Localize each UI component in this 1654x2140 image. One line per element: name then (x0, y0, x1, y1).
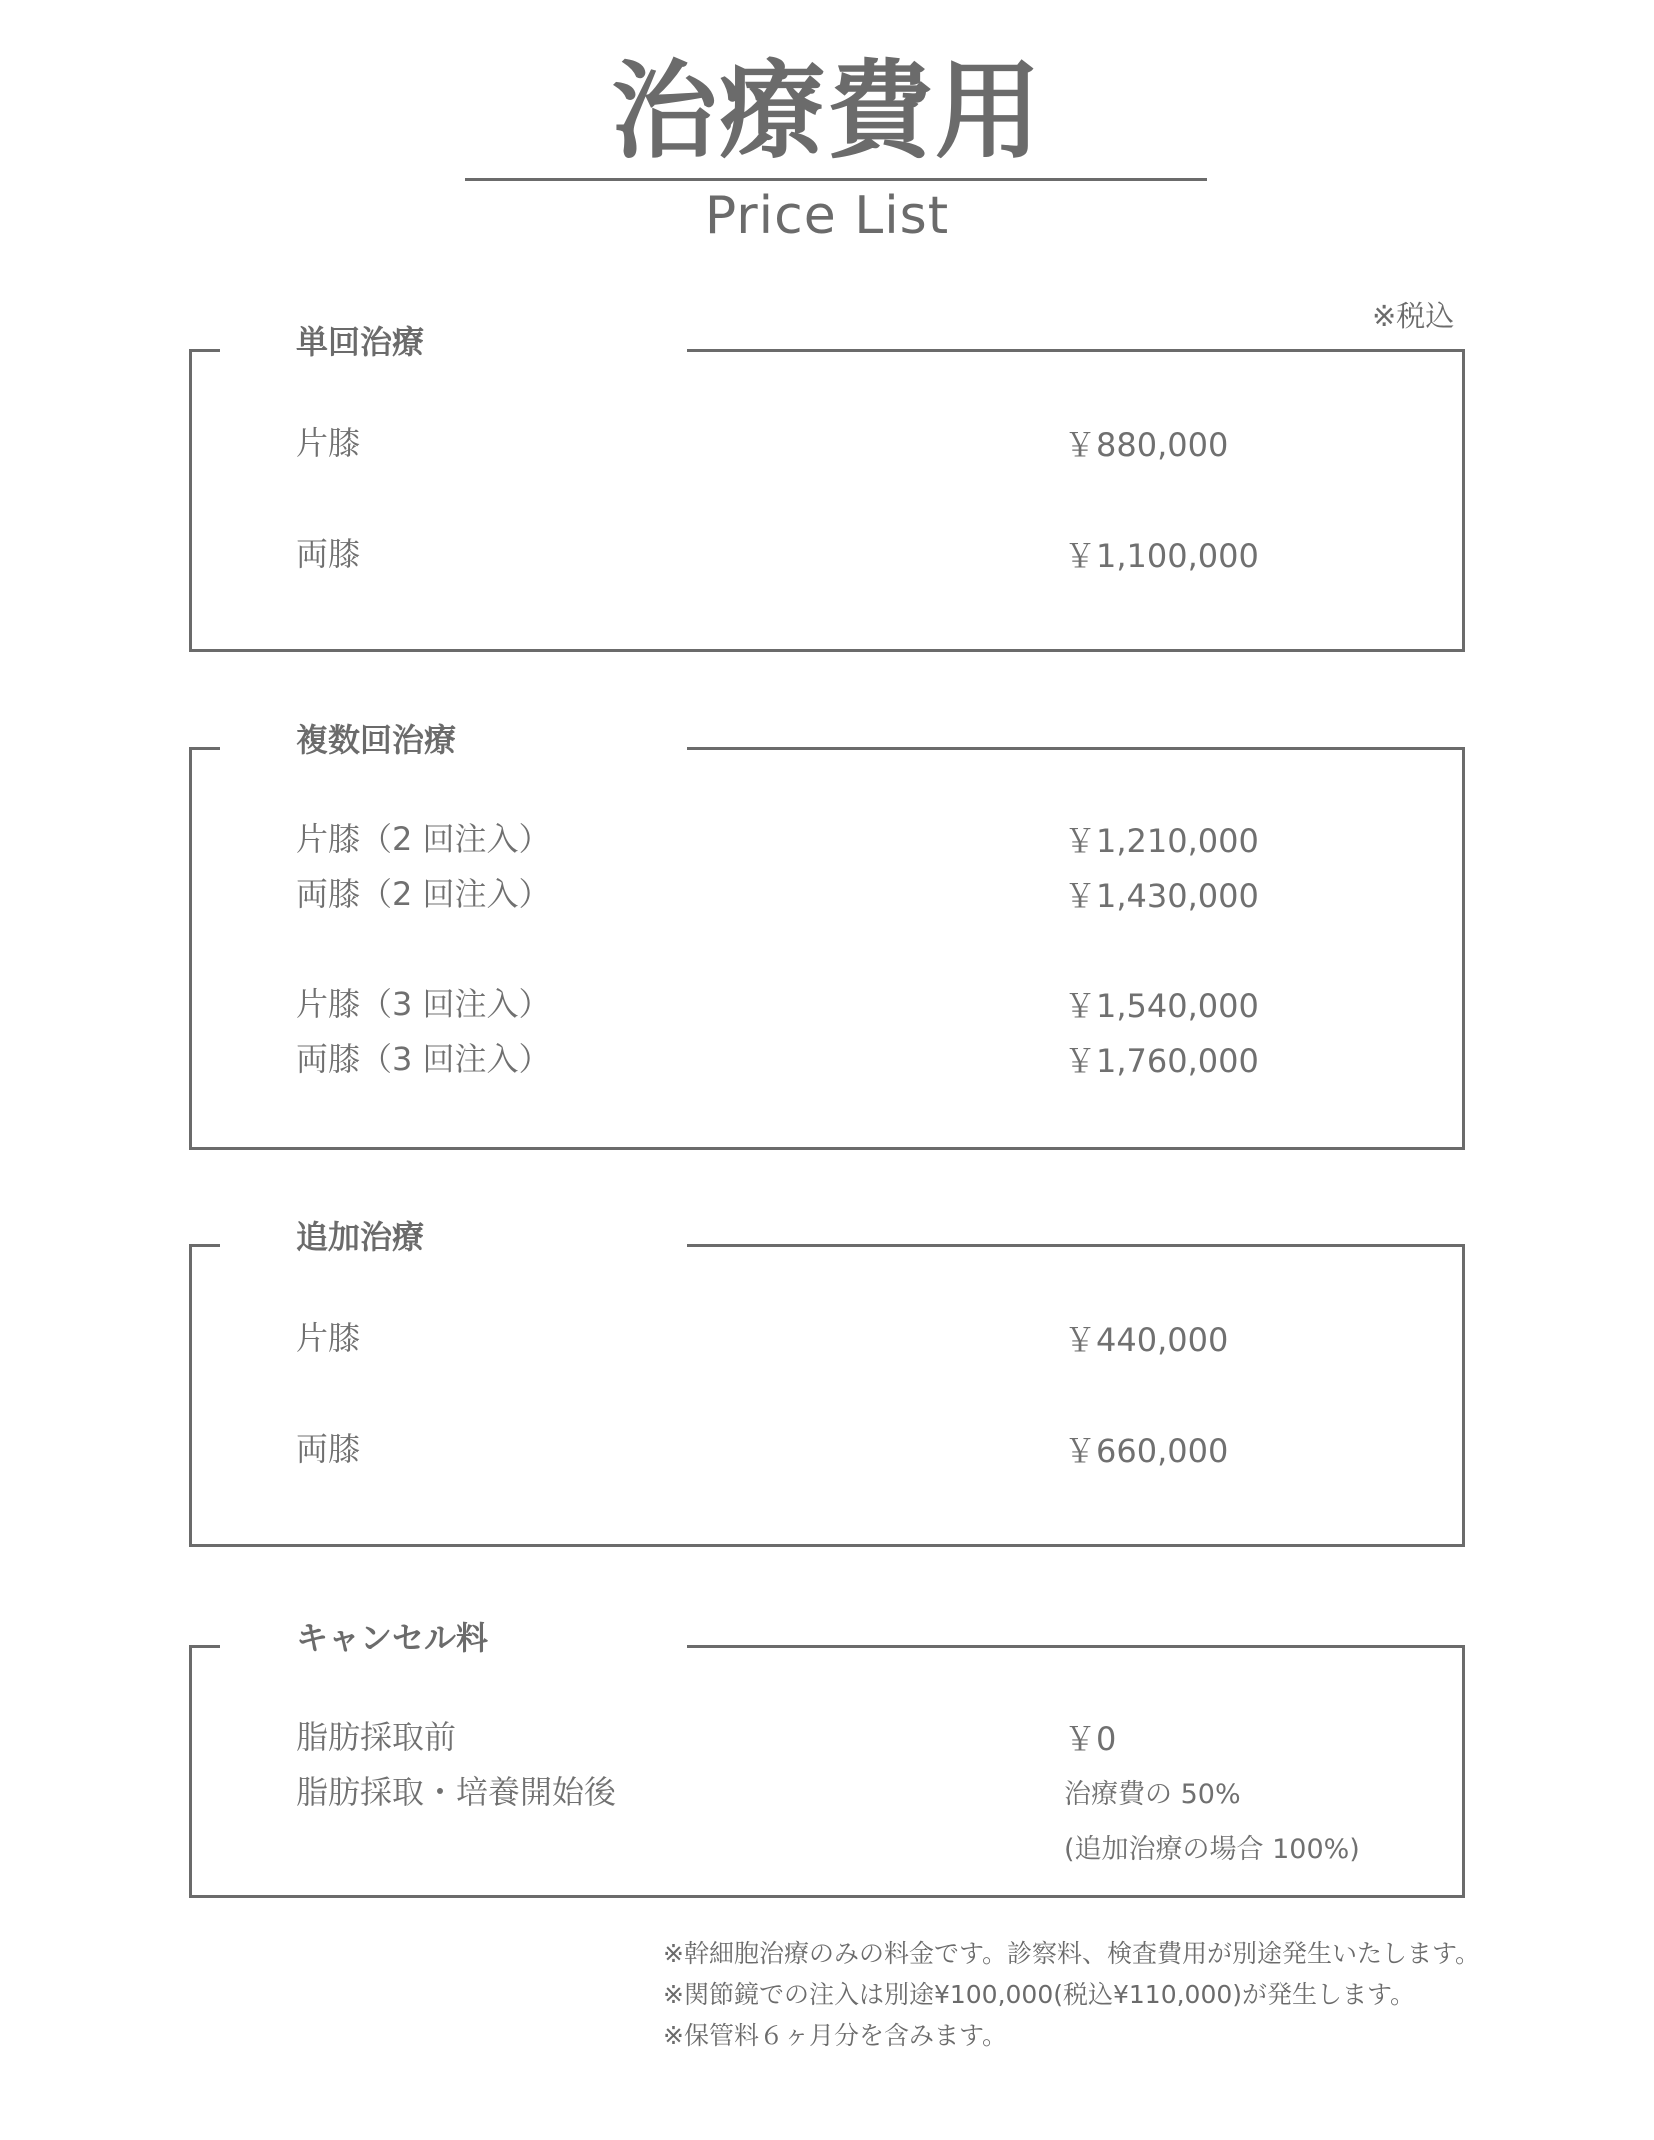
section-heading: キャンセル料 (296, 1619, 489, 1657)
section-multiple-treatment (189, 721, 1465, 1150)
price-row-value: ￥440,000 (1064, 1321, 1229, 1359)
price-row-value: 治療費の 50% (1064, 1779, 1241, 1810)
price-row-value: ￥1,540,000 (1064, 987, 1259, 1025)
section-additional-treatment (189, 1218, 1465, 1547)
frame-top-left (189, 1645, 220, 1648)
price-row-value: ￥660,000 (1064, 1432, 1229, 1470)
price-row-label: 片膝 (296, 1319, 361, 1357)
price-row-value: ￥1,430,000 (1064, 877, 1259, 915)
frame-top-right (687, 1645, 1465, 1648)
page-title: 治療費用 (611, 48, 1043, 173)
price-row-label: 両膝（3 回注入） (296, 1040, 551, 1078)
footnote: ※保管料６ヶ月分を含みます。 (663, 2021, 1007, 2050)
frame-top-left (189, 349, 220, 352)
section-single-treatment (189, 323, 1465, 652)
title-underline (465, 178, 1207, 181)
frame-top-left (189, 747, 220, 750)
price-row-label: 片膝（2 回注入） (296, 820, 551, 858)
frame-top-left (189, 1244, 220, 1247)
price-row-label: 脂肪採取・培養開始後 (296, 1773, 617, 1811)
frame-top-right (687, 349, 1465, 352)
price-row-label: 片膝 (296, 424, 361, 462)
price-row-label: 片膝（3 回注入） (296, 985, 551, 1023)
section-heading: 複数回治療 (296, 721, 457, 759)
frame-top-right (687, 747, 1465, 750)
page-subtitle: Price List (704, 186, 950, 246)
price-row-label: 脂肪採取前 (296, 1718, 457, 1756)
section-cancellation-fee (189, 1619, 1465, 1898)
price-row-value: ￥0 (1064, 1720, 1117, 1758)
price-row-value: ￥1,760,000 (1064, 1042, 1259, 1080)
price-row-label: 両膝 (296, 535, 361, 573)
price-row-value: ￥880,000 (1064, 426, 1229, 464)
price-row-value: ￥1,210,000 (1064, 822, 1259, 860)
section-heading: 単回治療 (296, 323, 425, 361)
footnote: ※関節鏡での注入は別途¥100,000(税込¥110,000)が発生します。 (663, 1980, 1416, 2009)
price-row-label: 両膝（2 回注入） (296, 875, 551, 913)
price-row-note: (追加治療の場合 100%) (1064, 1834, 1360, 1865)
tax-included-note: ※税込 (1372, 299, 1455, 333)
section-heading: 追加治療 (296, 1218, 425, 1256)
footnote: ※幹細胞治療のみの料金です。診察料、検査費用が別途発生いたします。 (663, 1939, 1480, 1968)
price-row-label: 両膝 (296, 1430, 361, 1468)
price-row-value: ￥1,100,000 (1064, 537, 1259, 575)
frame-top-right (687, 1244, 1465, 1247)
